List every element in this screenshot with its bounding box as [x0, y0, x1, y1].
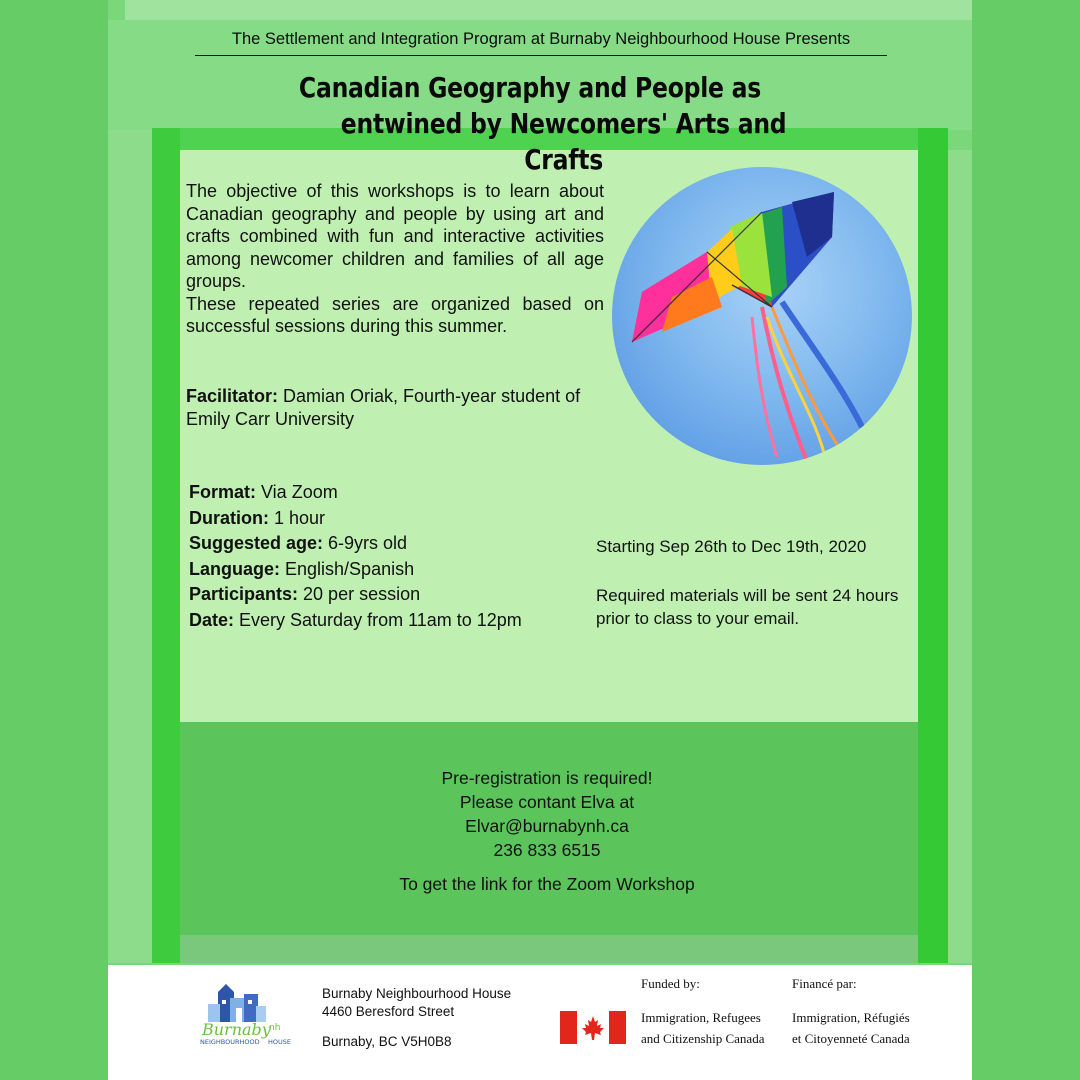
detail-label: Suggested age:	[189, 533, 324, 553]
detail-value: 1 hour	[269, 507, 326, 528]
detail-value: English/Spanish	[280, 558, 415, 579]
ircc-fr-line-1: Immigration, Réfugiés	[792, 1010, 910, 1025]
detail-format	[189, 480, 589, 506]
header-divider	[195, 55, 887, 56]
contact-email[interactable]: Elvar@burnabynh.ca	[465, 816, 629, 836]
detail-label: Format:	[189, 482, 256, 502]
detail-value: 6-9yrs old	[323, 533, 408, 553]
lower-strip	[180, 935, 918, 963]
detail-label: Date:	[189, 609, 235, 630]
right-side-band	[948, 150, 972, 963]
top-light-strip	[125, 0, 972, 20]
logo-house: HOUSE	[268, 1038, 291, 1046]
funded-by-label: Funded by:	[641, 976, 700, 991]
presenter-line: The Settlement and Integration Program at Burnaby Neighbourhood House Presents	[231, 30, 851, 48]
objective-text	[186, 180, 604, 338]
contact-line: Please contant Elva at	[459, 792, 635, 812]
detail-label: Language:	[189, 558, 281, 579]
workshop-details	[189, 480, 589, 633]
page-title	[253, 70, 807, 178]
house-logo-icon	[198, 982, 298, 1052]
left-side-band	[108, 130, 152, 963]
detail-label: Participants:	[189, 584, 299, 604]
frame-left	[152, 128, 180, 963]
facilitator-value: Damian Oriak, Fourth-year student of Emily Carr University	[186, 386, 581, 429]
org-street: 4460 Beresford Street	[322, 1004, 455, 1019]
preregistration-line: Pre-registration is required!	[441, 768, 653, 788]
materials-note: Required materials will be sent 24 hours prior to class to your email.	[596, 586, 899, 628]
objective-paragraph: The objective of this workshops is to learn about Canadian geography and people by using art and crafts combined with fun and interactive activities among newcomer children and families of all age groups.	[186, 181, 604, 291]
detail-value: Every Saturday from 11am to 12pm	[234, 609, 522, 630]
detail-value: 20 per session	[298, 584, 421, 604]
detail-duration	[189, 506, 589, 532]
title-line-2: entwined by Newcomers' Arts and Crafts	[340, 107, 787, 176]
detail-language	[189, 557, 589, 583]
detail-value: Via Zoom	[256, 482, 338, 502]
kite-icon	[612, 167, 912, 465]
org-city: Burnaby, BC V5H0B8	[322, 1034, 452, 1049]
logo-sub: NEIGHBOURHOOD	[200, 1038, 260, 1046]
ircc-french	[792, 1007, 942, 1049]
ircc-en-line-2: and Citizenship Canada	[641, 1031, 765, 1046]
facilitator-label: Facilitator:	[186, 386, 279, 406]
start-date-text: Starting Sep 26th to Dec 19th, 2020	[596, 537, 867, 556]
series-note: These repeated series are organized based on successful sessions during this summer.	[186, 293, 604, 336]
detail-label: Duration:	[189, 507, 269, 528]
detail-date	[189, 608, 589, 634]
ircc-en-line-1: Immigration, Refugees	[641, 1010, 761, 1025]
finance-par-label: Financé par:	[792, 976, 857, 991]
burnaby-nh-logo	[198, 982, 298, 1052]
kite-photo	[612, 167, 912, 465]
logo-nh: nh	[269, 1023, 281, 1033]
detail-participants	[189, 582, 589, 608]
facilitator-info	[186, 385, 616, 431]
ircc-english	[641, 1007, 786, 1049]
title-line-1: Canadian Geography and People as	[298, 71, 762, 104]
detail-age	[189, 531, 589, 557]
logo-word: Burnaby	[202, 1020, 271, 1039]
registration-info	[330, 766, 764, 896]
org-name: Burnaby Neighbourhood House	[322, 986, 512, 1001]
zoom-note: To get the link for the Zoom Workshop	[399, 874, 695, 894]
org-address	[322, 985, 562, 1051]
ircc-fr-line-2: et Citoyenneté Canada	[792, 1031, 910, 1046]
contact-phone[interactable]: 236 833 6515	[493, 840, 601, 860]
canada-flag-icon	[560, 1011, 626, 1044]
